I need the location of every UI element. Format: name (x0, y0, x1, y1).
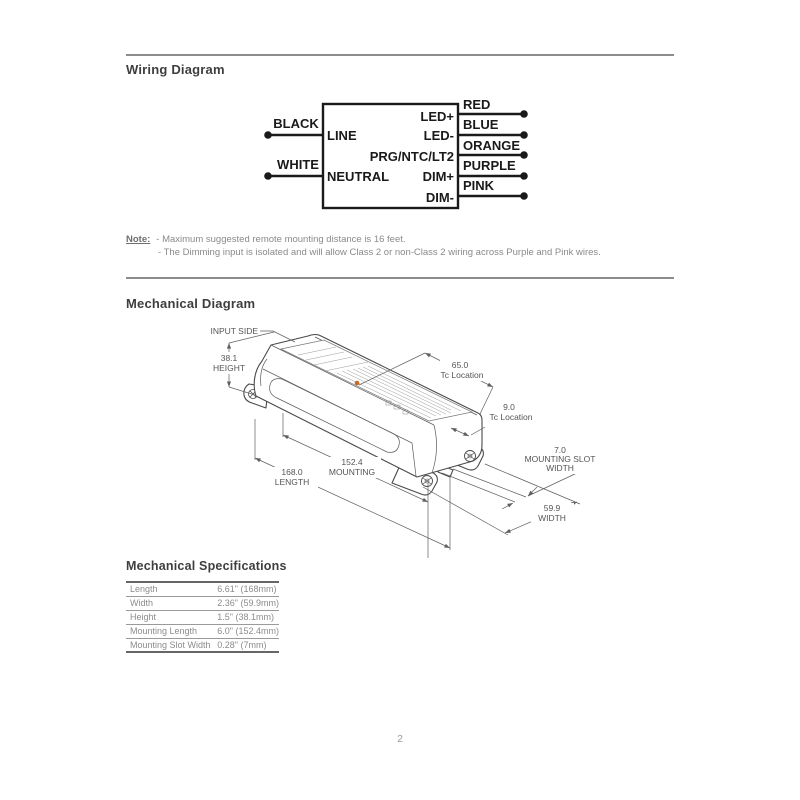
length-value: 168.0 (281, 467, 303, 477)
width-value: 59.9 (543, 503, 561, 513)
note-item-2: - The Dimming input is isolated and will allow Class 2 or non-Class 2 wiring across Purple and Pink wires. (158, 247, 601, 258)
black-wire-label: BLACK (273, 116, 319, 131)
tc-top-value: 65.0 (451, 360, 469, 370)
prg-terminal-label: PRG/NTC/LT2 (369, 149, 454, 164)
mounting-value: 152.4 (341, 457, 363, 467)
mounting-label: MOUNTING (328, 467, 376, 477)
table-row (126, 624, 279, 638)
spec-value: 0.28" (7mm) (217, 638, 279, 652)
black-wire-end-dot (264, 131, 272, 139)
wiring-diagram-heading: Wiring Diagram (126, 62, 225, 77)
note-item-1: - Maximum suggested remote mounting distance is 16 feet. (156, 234, 406, 245)
section-divider-mechanical (126, 277, 674, 279)
spec-label: Mounting Length (126, 624, 217, 638)
page-number: 2 (397, 733, 403, 745)
spec-label: Height (126, 610, 217, 624)
tc-point-marker (355, 381, 360, 386)
input-side-callout (210, 326, 295, 342)
table-row (126, 582, 279, 596)
tc-top-label: Tc Location (440, 370, 484, 380)
slot-width-label-2: WIDTH (546, 463, 574, 473)
led-minus-terminal-label: LED- (423, 128, 454, 143)
line-terminal-label: LINE (327, 128, 357, 143)
width-label: WIDTH (538, 513, 566, 523)
dim-minus-terminal-label: DIM- (425, 190, 454, 205)
spec-label: Width (126, 596, 217, 610)
wiring-diagram (260, 95, 540, 215)
note-label: Note: (126, 234, 151, 245)
height-value: 38.1 (220, 353, 238, 363)
white-wire-end-dot (264, 172, 272, 180)
spec-label: Mounting Slot Width (126, 638, 217, 652)
note-line-1 (126, 233, 626, 246)
tc-end-value: 9.0 (503, 402, 515, 412)
led-plus-terminal-label: LED+ (420, 109, 454, 124)
mechanical-diagram (140, 315, 620, 560)
blue-wire-label: BLUE (463, 117, 499, 132)
pink-wire-label: PINK (463, 178, 495, 193)
length-label: LENGTH (274, 477, 310, 487)
tc-end-label: Tc Location (489, 412, 533, 422)
spec-value: 1.5" (38.1mm) (217, 610, 279, 624)
spec-value: 6.0" (152.4mm) (217, 626, 279, 636)
mechanical-specifications-heading: Mechanical Specifications (126, 559, 287, 573)
dim-plus-terminal-label: DIM+ (422, 169, 454, 184)
neutral-terminal-label: NEUTRAL (327, 169, 390, 184)
slot-width-value: 7.0 (554, 445, 566, 455)
wiring-note (126, 233, 626, 259)
mechanical-diagram-heading: Mechanical Diagram (126, 296, 256, 311)
input-side-label: INPUT SIDE (210, 326, 258, 336)
spec-label: Length (126, 582, 217, 596)
slot-width-label-1: MOUNTING SLOT (524, 454, 596, 464)
table-row (126, 596, 279, 610)
height-label: HEIGHT (212, 363, 246, 373)
table-row (126, 610, 279, 624)
white-wire-label: WHITE (277, 157, 319, 172)
red-wire-label: RED (463, 97, 491, 112)
section-divider-top (126, 54, 674, 56)
orange-wire-label: ORANGE (463, 138, 521, 153)
purple-wire-label: PURPLE (463, 158, 516, 173)
output-wire-end-dots (520, 110, 528, 200)
spec-value: 2.36" (59.9mm) (217, 598, 279, 608)
table-row (126, 638, 279, 652)
spec-value: 6.61" (168mm) (217, 582, 279, 596)
specifications-table (126, 581, 279, 653)
